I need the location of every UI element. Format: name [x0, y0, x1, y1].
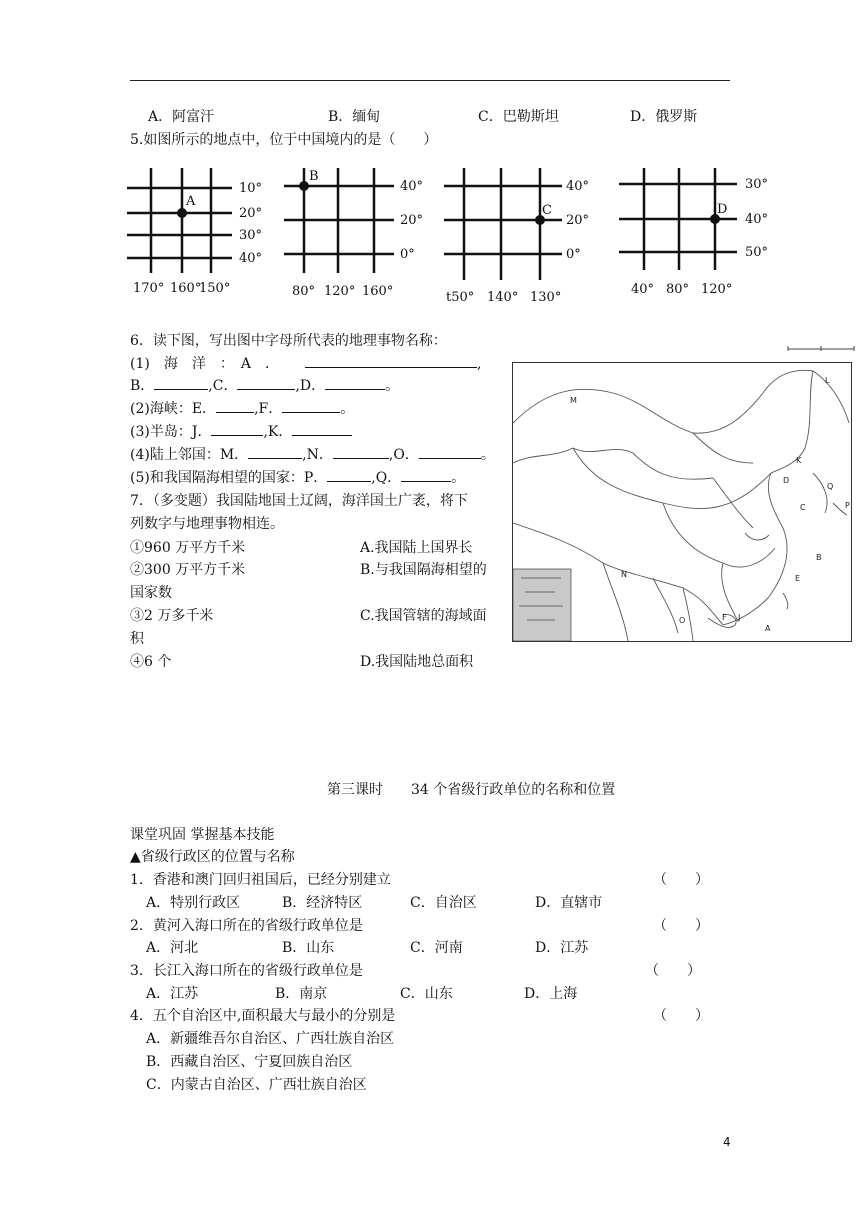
option[interactable]: C．自治区 [410, 895, 477, 911]
lat-label: 20° [566, 213, 590, 228]
subheading-topic: ▲省级行政区的位置与名称 [130, 849, 295, 865]
q7-left-item-cont: 国家数 [130, 585, 172, 601]
lat-label: 30° [745, 177, 769, 192]
grid-figure-c [444, 168, 594, 307]
option[interactable]: C．内蒙古自治区、广西壮族自治区 [146, 1077, 367, 1093]
answer-blank[interactable] [216, 398, 254, 413]
question-stem: 1．香港和澳门回归祖国后，已经分别建立 [130, 872, 391, 888]
q6-label: ,K． [263, 424, 293, 440]
lat-label: 10° [239, 181, 263, 196]
option[interactable]: B．山东 [282, 940, 335, 956]
map-letter-l: L [825, 376, 830, 385]
answer-parens[interactable]: （ ） [645, 963, 701, 979]
option[interactable]: D．直辖市 [535, 895, 603, 911]
section-title: 第三课时 34 个省级行政单位的名称和位置 [327, 782, 616, 798]
q6-label: 。 [340, 401, 355, 417]
map-letter-k: K [796, 456, 802, 465]
map-letter-b: B [816, 553, 822, 562]
map-letter-d: D [783, 476, 790, 485]
header-rule [130, 80, 730, 81]
point-c-label: C [542, 203, 552, 218]
q7-right-item[interactable]: C.我国管辖的海域面 [360, 608, 487, 624]
q6-label: (5)和我国隔海相望的国家：P． [130, 470, 328, 486]
q7-left-item[interactable]: ②300 万平方千米 [130, 562, 246, 578]
q6-label: 。 [385, 378, 400, 394]
grid-figure-d [619, 168, 779, 302]
q6-label: (1) 海 洋 ： A ． [130, 356, 279, 372]
q6-line-3 [130, 398, 354, 418]
lat-label: 20° [400, 213, 424, 228]
lat-label: 50° [745, 245, 769, 260]
option[interactable]: D．江苏 [535, 940, 589, 956]
point-d-label: D [717, 202, 728, 217]
q7-left-item[interactable]: ④6 个 [130, 654, 172, 670]
map-letter-c: C [800, 503, 806, 512]
answer-blank[interactable] [325, 375, 385, 390]
lon-label: 130° [530, 290, 562, 305]
map-letter-j: J [738, 613, 741, 622]
map-letter-e: E [795, 574, 801, 583]
q7-left-item[interactable]: ①960 万平方千米 [130, 540, 246, 556]
q7-right-item[interactable]: B.与我国隔海相望的 [360, 562, 487, 578]
map-letter-q: Q [827, 482, 834, 491]
lat-label: 0° [566, 247, 581, 262]
lat-label: 40° [566, 179, 590, 194]
option[interactable]: A．新疆维吾尔自治区、广西壮族自治区 [146, 1031, 395, 1047]
lon-label: 80° [666, 282, 690, 297]
option[interactable]: B．西藏自治区、宁夏回族自治区 [146, 1054, 353, 1070]
answer-blank[interactable] [292, 421, 352, 436]
q6-line-4 [130, 421, 352, 441]
q6-line-6 [130, 467, 465, 487]
q7-stem-line2: 列数字与地理事物相连。 [130, 516, 284, 532]
option[interactable]: D．上海 [524, 986, 578, 1002]
q6-label: (3)半岛：J． [130, 424, 212, 440]
q6-line-1: (1) 海 洋 ： A ． , [130, 353, 481, 373]
answer-parens[interactable]: （ ） [653, 918, 709, 934]
q7-right-item[interactable]: D.我国陆地总面积 [360, 654, 474, 670]
option[interactable]: C．河南 [410, 940, 463, 956]
q6-line-2 [130, 375, 399, 395]
q7-left-item[interactable]: ③2 万多千米 [130, 608, 214, 624]
lon-label: 40° [631, 282, 655, 297]
grid-figure-b [284, 168, 424, 302]
map-letter-m: M [570, 396, 577, 405]
option[interactable]: A．河北 [146, 940, 199, 956]
option[interactable]: A．特别行政区 [146, 895, 241, 911]
map-letter-f: F [722, 613, 727, 622]
map-letter-a: A [765, 624, 771, 633]
answer-blank[interactable] [211, 421, 263, 436]
q6-label: (4)陆上邻国：M． [130, 447, 249, 463]
answer-blank[interactable] [333, 444, 389, 459]
page-number: 4 [723, 1135, 731, 1149]
option[interactable]: B．经济特区 [282, 895, 363, 911]
q6-label: B． [130, 378, 155, 394]
q6-line-5 [130, 444, 495, 464]
q6-label: ,D． [295, 378, 326, 394]
q6-label: ,Q． [371, 470, 402, 486]
q5-stem: 5.如图所示的地点中，位于中国境内的是（ ） [130, 132, 438, 148]
answer-blank[interactable] [327, 467, 371, 482]
answer-parens[interactable]: （ ） [653, 872, 709, 888]
question-stem: 2．黄河入海口所在的省级行政单位是 [130, 918, 363, 934]
q7-left-item-cont: 积 [130, 631, 144, 647]
q4-option-a: A．阿富汗 [148, 109, 215, 125]
question-stem: 4．五个自治区中,面积最大与最小的分别是 [130, 1008, 396, 1024]
point-b [299, 181, 309, 191]
q6-label: 。 [451, 470, 466, 486]
answer-blank[interactable] [154, 375, 208, 390]
answer-blank[interactable] [237, 375, 295, 390]
subheading: 课堂巩固 掌握基本技能 [130, 827, 275, 843]
map-scale-bar [786, 343, 858, 353]
lon-label: 120° [324, 284, 356, 299]
q6-label: ,N． [302, 447, 333, 463]
q6-label: ,C． [208, 378, 238, 394]
q7-right-item[interactable]: A.我国陆上国界长 [360, 540, 473, 556]
lon-label: t50° [446, 290, 475, 305]
point-a [177, 208, 187, 218]
q6-stem: 6．读下图，写出图中字母所代表的地理事物名称： [130, 333, 447, 349]
q6-label: ,F． [254, 401, 283, 417]
lat-label: 40° [239, 251, 263, 266]
lat-label: 40° [400, 179, 424, 194]
question-stem: 3．长江入海口所在的省级行政单位是 [130, 963, 363, 979]
lon-label: 120° [701, 282, 733, 297]
point-a-label: A [186, 194, 196, 209]
q6-label: (2)海峡：E． [130, 401, 217, 417]
lat-label: 30° [239, 228, 263, 243]
answer-blank[interactable] [401, 467, 451, 482]
option[interactable]: B．南京 [275, 986, 328, 1002]
lon-label: 170° [133, 281, 165, 296]
answer-parens[interactable]: （ ） [653, 1008, 709, 1024]
answer-blank[interactable] [282, 398, 340, 413]
map-letter-o: O [679, 616, 686, 625]
option[interactable]: C．山东 [400, 986, 453, 1002]
q6-label: ,O． [388, 447, 419, 463]
map-letter-n: N [621, 570, 627, 579]
lon-label: 160° [362, 284, 394, 299]
china-outline-map [512, 362, 852, 642]
answer-blank[interactable] [419, 444, 481, 459]
q7-stem-line1: 7．（多变题）我国陆地国土辽阔，海洋国土广袤，将下 [130, 493, 468, 509]
grid-figure-a [127, 168, 267, 302]
lon-label: 80° [292, 284, 316, 299]
lon-label: 150° [199, 281, 231, 296]
answer-blank[interactable] [305, 353, 477, 368]
lat-label: 0° [400, 247, 415, 262]
map-letter-p: P [845, 501, 850, 510]
q4-option-b: B．缅甸 [328, 109, 381, 125]
lat-label: 20° [239, 206, 263, 221]
answer-blank[interactable] [248, 444, 302, 459]
point-b-label: B [309, 169, 319, 184]
q4-option-d: D．俄罗斯 [630, 109, 698, 125]
lon-label: 160° [170, 281, 202, 296]
q4-option-c: C．巴勒斯坦 [478, 109, 559, 125]
option[interactable]: A．江苏 [146, 986, 199, 1002]
q6-label: 。 [480, 447, 495, 463]
lon-label: 140° [487, 290, 519, 305]
lat-label: 40° [745, 212, 769, 227]
